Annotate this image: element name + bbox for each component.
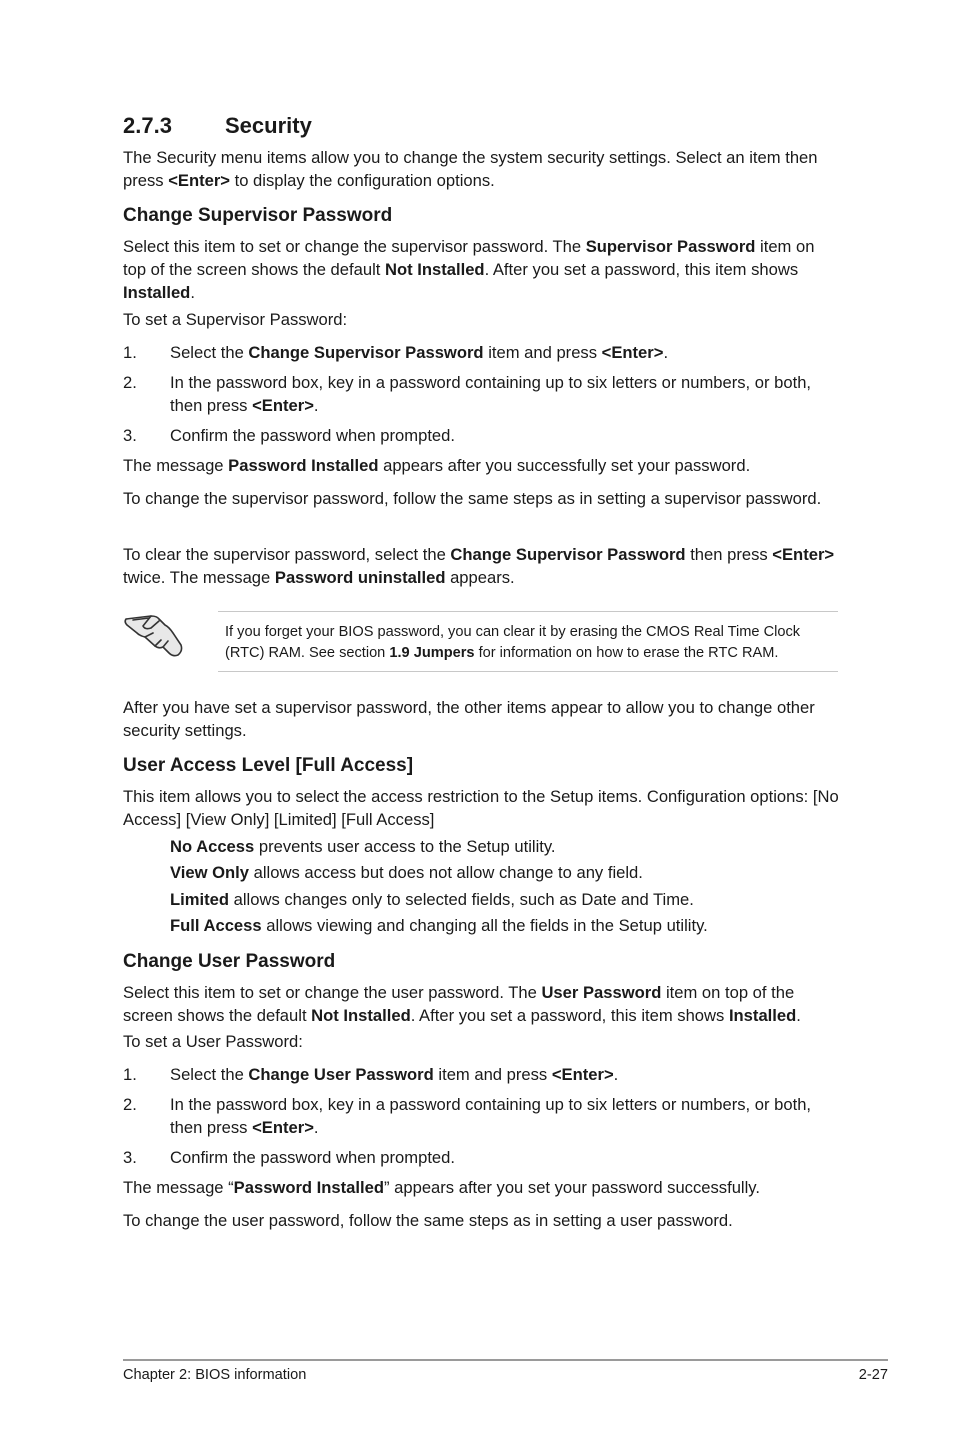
user-step-3: 3. Confirm the password when prompted. — [123, 1148, 455, 1167]
supervisor-step-3: 3. Confirm the password when prompted. — [123, 426, 455, 445]
supervisor-message: The message Password Installed appears after you successfully set your password. — [123, 456, 751, 475]
section-heading — [123, 113, 312, 139]
access-heading: User Access Level [Full Access] — [123, 755, 414, 776]
access-description: This item allows you to select the access restriction to the Setup items. Configuration options: [No Access] [View Only] [Limited] [Full Access] — [123, 787, 839, 829]
user-to-set: To set a User Password: — [123, 1032, 303, 1051]
access-option-full-access: Full Access allows viewing and changing all the fields in the Setup utility. — [170, 916, 708, 935]
after-paragraph: After you have set a supervisor password, the other items appear to allow you to change other security settings. — [123, 698, 815, 740]
footer-page-number: 2-27 — [858, 1367, 888, 1383]
user-heading: Change User Password — [123, 951, 336, 972]
user-description: Select this item to set or change the user password. The User Password item on top of the screen shows the default Not Installed. After you set a password, this item shows Installed. — [123, 983, 801, 1025]
user-change: To change the user password, follow the same steps as in setting a user password. — [123, 1211, 733, 1230]
note-box — [218, 611, 838, 672]
footer-chapter: Chapter 2: BIOS information — [123, 1367, 307, 1383]
access-option-no-access: No Access prevents user access to the Setup utility. — [170, 837, 556, 856]
pointing-hand-icon — [123, 613, 185, 659]
note-text: If you forget your BIOS password, you can clear it by erasing the CMOS Real Time Clock (RTC) RAM. See section 1.9 Jumpers for information on how to erase the RTC RAM. — [225, 624, 801, 661]
supervisor-change: To change the supervisor password, follow the same steps as in setting a supervisor password. — [123, 489, 822, 508]
user-step-2: 2. In the password box, key in a password containing up to six letters or numbers, or both, then press <Enter>. — [123, 1095, 812, 1137]
supervisor-step-1: 1. Select the Change Supervisor Password item and press <Enter>. — [123, 343, 669, 362]
footer-rule — [123, 1359, 888, 1361]
section-title: Security — [225, 113, 312, 138]
access-option-limited: Limited allows changes only to selected fields, such as Date and Time. — [170, 890, 694, 909]
section-number: 2.7.3 — [123, 113, 172, 138]
user-message: The message “Password Installed” appears after you set your password successfully. — [123, 1178, 760, 1197]
supervisor-heading: Change Supervisor Password — [123, 205, 393, 226]
supervisor-description: Select this item to set or change the supervisor password. The Supervisor Password item on top of the screen shows the default Not Installed. After you set a password, this item shows Installed. — [123, 237, 815, 302]
supervisor-to-set: To set a Supervisor Password: — [123, 310, 348, 329]
user-step-1: 1. Select the Change User Password item and press <Enter>. — [123, 1065, 619, 1084]
access-option-view-only: View Only allows access but does not allow change to any field. — [170, 863, 643, 882]
supervisor-step-2: 2. In the password box, key in a password containing up to six letters or numbers, or both, then press <Enter>. — [123, 373, 812, 415]
intro-paragraph: The Security menu items allow you to change the system security settings. Select an item then press <Enter> to display the configuration options. — [123, 148, 818, 190]
supervisor-clear: To clear the supervisor password, select the Change Supervisor Password then press <Enter> twice. The message Password uninstalled appears. — [123, 545, 835, 587]
